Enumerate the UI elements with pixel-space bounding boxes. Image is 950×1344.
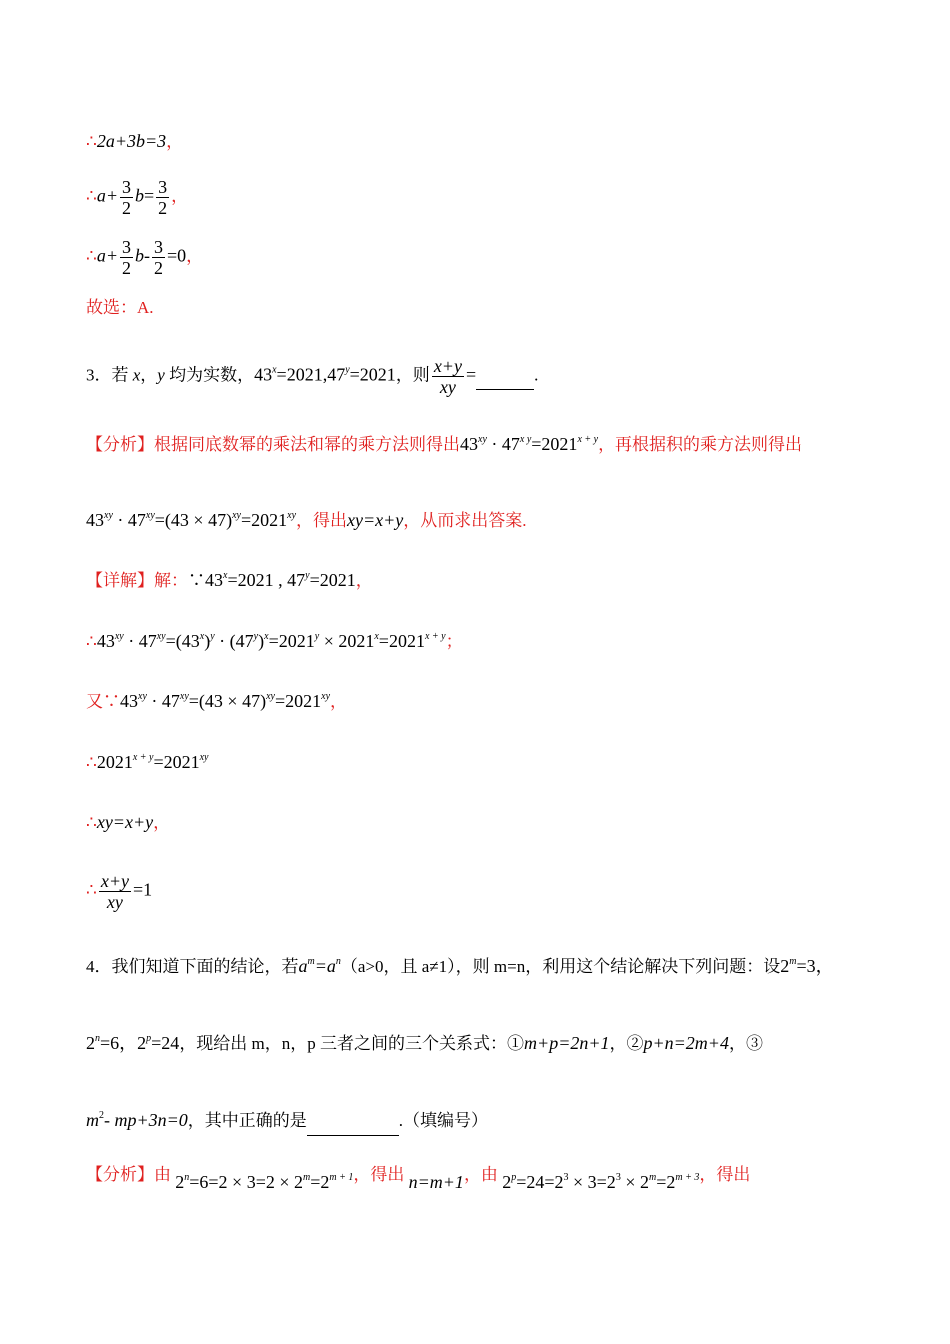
detail-3-line-4: $\therefore 2021^{x + y}=2021^{xy}$ bbox=[86, 752, 209, 772]
detail-3-line-1: 【详解】解：$\because 43^x=2021$ , $47^y=2021$， bbox=[86, 570, 373, 590]
detail-label: 【详解】解： bbox=[86, 571, 188, 590]
analysis-3-line-1: 【分析】根据同底数幂的乘法和幂的乘方法则得出$43^{xy} \cdot 47^{x y}=2021^{x + y}$，再根据积的乘方法则得出 bbox=[86, 434, 803, 454]
question-3: 3．若 x，y 均为实数，$43^x=2021,47^y=2021$，则 $\frac{x+y}{xy}$ = . bbox=[86, 356, 539, 397]
equation: 2a+3b=3 bbox=[96, 131, 167, 151]
analysis-label: 【分析】 bbox=[86, 1165, 154, 1184]
detail-3-line-6: ∴ $\frac{x+y}{xy}$ =1 bbox=[86, 871, 153, 912]
solution-step-1: ∴2a+3b=3， bbox=[86, 131, 184, 151]
detail-3-line-3: 又$\because 43^{xy} \cdot 47^{xy}=(43 \times 47)^{xy}=2021^{xy}$， bbox=[86, 691, 348, 711]
fraction: $\frac{3}{2}$ bbox=[153, 237, 163, 278]
fraction: $\frac{3}{2}$ bbox=[121, 177, 131, 218]
solution-step-3: ∴a+ $\frac{3}{2}$ b- $\frac{3}{2}$ =0， bbox=[86, 237, 204, 278]
question-4-line-3: $m^2-$ mp+3n=0，其中正确的是 .（填编号） bbox=[86, 1108, 488, 1136]
question-4-line-2: $2^n=6$，$2^p=24$，现给出 m，n，p 三者之间的三个关系式：①m+p=2n+1，②p+n=2m+4，③ bbox=[86, 1033, 763, 1053]
question-4-line-1: 4．我们知道下面的结论，若$a^m=a^n(a>0$，且 a≠1），则 m=n，利用这个结论解决下列问题：设$2^m=3$， bbox=[86, 956, 834, 976]
fraction: $\frac{3}{2}$ bbox=[158, 177, 168, 218]
answer-blank[interactable] bbox=[476, 365, 534, 390]
answer-blank[interactable] bbox=[307, 1111, 399, 1136]
analysis-label: 【分析】 bbox=[86, 435, 154, 454]
detail-3-line-5: ∴xy=x+y， bbox=[86, 812, 171, 832]
therefore-symbol: ∴ bbox=[86, 186, 97, 206]
analysis-4-line-1: 【分析】由 $2^n=6=2 \times 3=2 \times 2^m=2^{m + 1}$，得出 n=m+1，由 $2^p=24=2^3 \times 3=2^3 \times 2^m=2^{m + 3}$，得出 bbox=[86, 1165, 751, 1192]
fraction: $\frac{x+y}{xy}$ bbox=[433, 356, 462, 397]
analysis-3-line-2: $43^{xy} \cdot 47^{xy}=(43 \times 47)^{xy}=2021^{xy}$，得出xy=x+y，从而求出答案. bbox=[86, 510, 527, 530]
detail-3-line-2: $\therefore 43^{xy} \cdot 47^{xy}=(43^x)^y \cdot (47^y)^x=2021^y \times 2021^x=2021^{x + y}$； bbox=[86, 631, 463, 651]
solution-step-2: ∴a+ $\frac{3}{2}$ b= $\frac{3}{2}$ ， bbox=[86, 177, 189, 218]
therefore-symbol: ∴ bbox=[86, 246, 97, 266]
fraction: $\frac{x+y}{xy}$ bbox=[100, 871, 129, 912]
answer-choice: 故选：A. bbox=[86, 298, 154, 317]
therefore-symbol: ∴ bbox=[86, 132, 97, 151]
fraction: $\frac{3}{2}$ bbox=[121, 237, 131, 278]
